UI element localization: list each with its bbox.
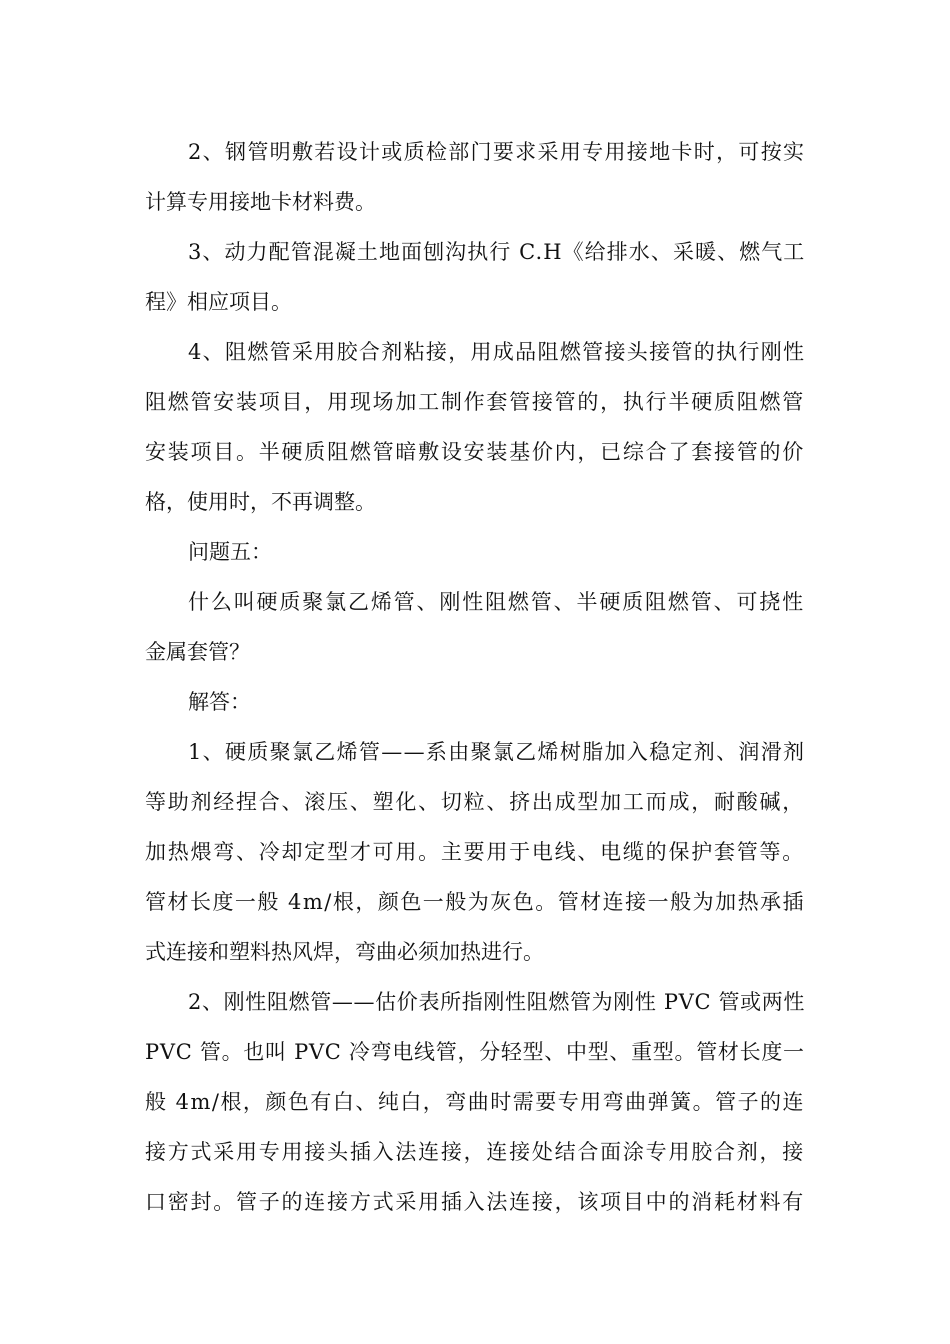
text-line: 程》相应项目。 — [145, 290, 292, 314]
section-heading: 问题五： — [188, 540, 272, 564]
text-line: 口密封。管子的连接方式采用插入法连接，该项目中的消耗材料有 — [145, 1190, 805, 1214]
text-line: 计算专用接地卡材料费。 — [145, 190, 376, 214]
text-line: 管材长度一般 4m/根，颜色一般为灰色。管材连接一般为加热承插 — [145, 890, 806, 914]
text-line: 式连接和塑料热风焊，弯曲必须加热进行。 — [145, 940, 544, 964]
text-line: 加热煨弯、冷却定型才可用。主要用于电线、电缆的保护套管等。 — [145, 840, 805, 864]
text-line: 2、钢管明敷若设计或质检部门要求采用专用接地卡时，可按实 — [188, 140, 806, 164]
text-line: 4、阻燃管采用胶合剂粘接，用成品阻燃管接头接管的执行刚性 — [188, 340, 806, 364]
text-line: 阻燃管安装项目，用现场加工制作套管接管的，执行半硬质阻燃管 — [145, 390, 805, 414]
text-line: 接方式采用专用接头插入法连接，连接处结合面涂专用胶合剂，接 — [145, 1140, 805, 1164]
text-line: 什么叫硬质聚氯乙烯管、刚性阻燃管、半硬质阻燃管、可挠性 — [188, 590, 805, 614]
answer-heading: 解答： — [188, 690, 251, 714]
text-line: PVC 管。也叫 PVC 冷弯电线管，分轻型、中型、重型。管材长度一 — [145, 1040, 805, 1064]
text-line: 安装项目。半硬质阻燃管暗敷设安装基价内，已综合了套接管的价 — [145, 440, 805, 464]
text-line: 般 4m/根，颜色有白、纯白，弯曲时需要专用弯曲弹簧。管子的连 — [145, 1090, 806, 1114]
text-line: 1、硬质聚氯乙烯管——系由聚氯乙烯树脂加入稳定剂、润滑剂 — [188, 740, 806, 764]
text-line: 2、刚性阻燃管——估价表所指刚性阻燃管为刚性 PVC 管或两性 — [188, 990, 806, 1014]
text-line: 等助剂经捏合、滚压、塑化、切粒、挤出成型加工而成，耐酸碱， — [145, 790, 805, 814]
text-line: 金属套管？ — [145, 640, 250, 664]
text-line: 3、动力配管混凝土地面刨沟执行 C.H《给排水、采暖、燃气工 — [188, 240, 806, 264]
text-line: 格，使用时，不再调整。 — [145, 490, 376, 514]
